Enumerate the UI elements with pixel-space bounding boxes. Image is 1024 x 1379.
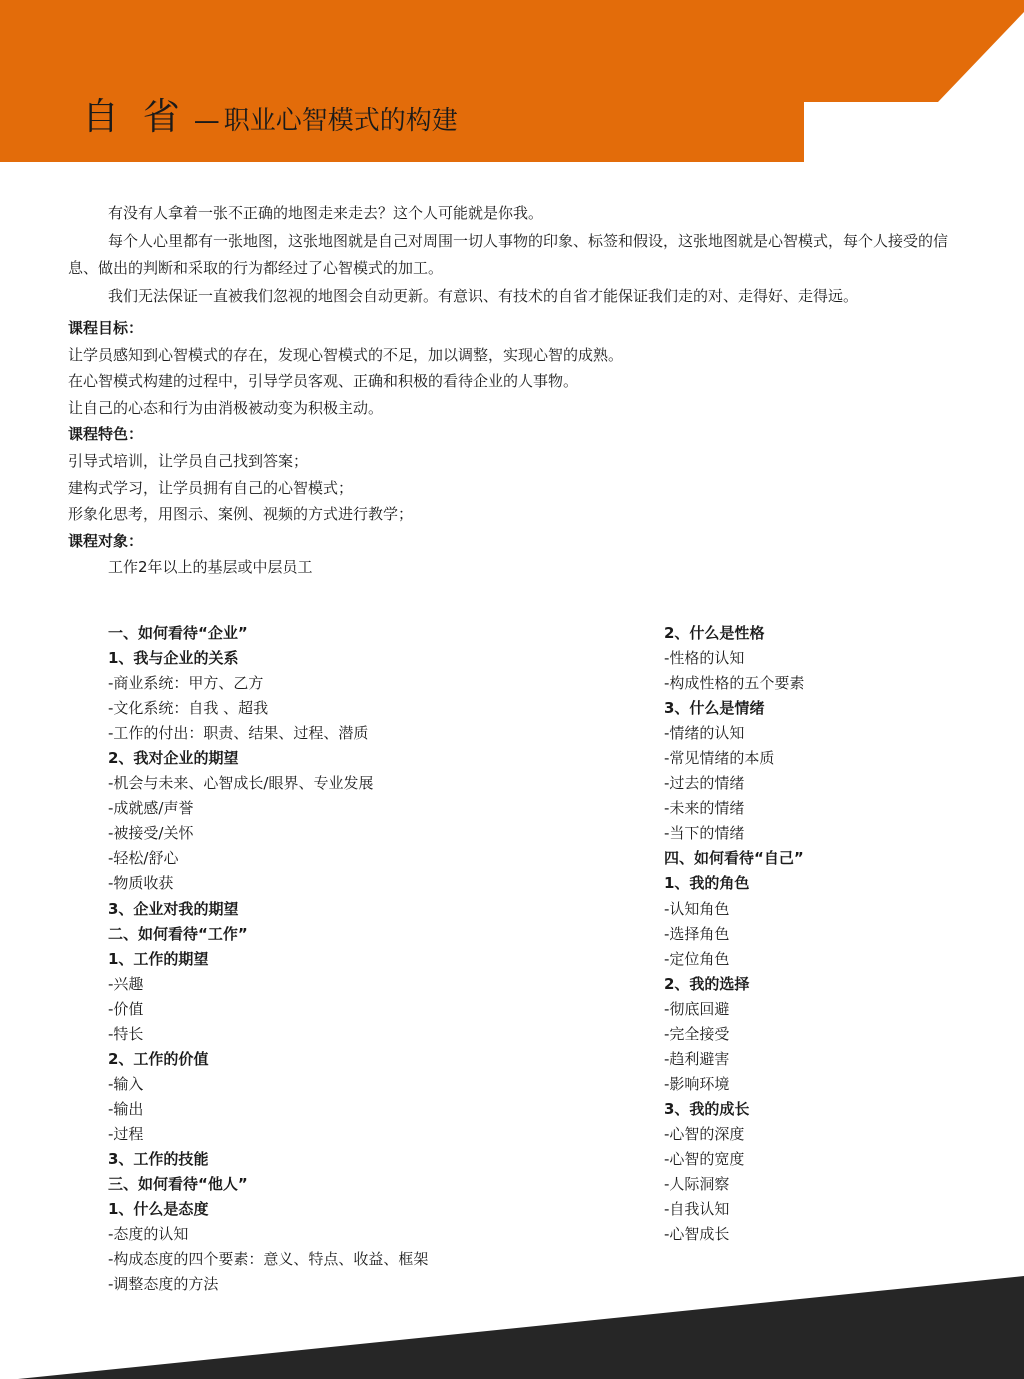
outline-heading: 3、我的成长 [664,1099,750,1118]
outline-item: -文化系统：自我 、超我 [108,699,269,718]
outline-item: -情绪的认知 [664,724,745,743]
feature-item: 引导式培训，让学员自己找到答案； [68,451,309,470]
outline-heading: 1、我与企业的关系 [108,649,239,668]
audience-text: 工作2年以上的基层或中层员工 [108,558,313,577]
outline-item: -成就感/声誉 [108,799,194,818]
outline-heading: 二、如何看待“工作” [108,924,248,943]
footer-band [0,1270,1024,1379]
outline-heading: 2、我的选择 [664,974,750,993]
outline-heading: 三、如何看待“他人” [108,1175,248,1194]
outline-heading: 四、如何看待“自己” [664,849,804,868]
intro-paragraph: 有没有人拿着一张不正确的地图走来走去？这个人可能就是你我。 [108,204,544,222]
outline-item: -物质收获 [108,874,174,893]
outline-heading: 1、我的角色 [664,874,750,893]
goal-item: 在心智模式构建的过程中，引导学员客观、正确和积极的看待企业的人事物。 [68,372,579,391]
course-info [68,315,953,581]
title-main: 自 省 [82,95,186,138]
outline-item: -价值 [108,999,144,1018]
outline-item: -兴趣 [108,974,144,993]
page-title [82,86,458,140]
outline-item: -常见情绪的本质 [664,749,775,768]
outline-heading: 1、工作的期望 [108,949,209,968]
outline-heading: 1、什么是态度 [108,1200,209,1219]
outline-item: -过程 [108,1124,144,1143]
outline-item: -定位角色 [664,949,730,968]
outline-item: -调整态度的方法 [108,1275,219,1294]
outline-item: -输出 [108,1099,144,1118]
outline-heading: 3、什么是情绪 [664,699,765,718]
outline-right-column [664,621,804,1247]
outline-item: -性格的认知 [664,649,745,668]
outline-item: -人际洞察 [664,1175,730,1194]
outline-item: -心智的宽度 [664,1149,745,1168]
outline-item: -心智的深度 [664,1124,745,1143]
intro-section [68,200,953,310]
outline-item: -构成态度的四个要素：意义、特点、收益、框架 [108,1250,429,1269]
outline-item: -趋利避害 [664,1049,730,1068]
outline-item: -构成性格的五个要素 [664,674,805,693]
outline-item: -态度的认知 [108,1225,189,1244]
outline-item: -工作的付出：职责、结果、过程、潜质 [108,724,369,743]
outline-item: -当下的情绪 [664,824,745,843]
outline-item: -自我认知 [664,1200,730,1219]
audience-heading: 课程对象： [68,531,144,550]
features-heading: 课程特色： [68,425,144,444]
outline-item: -商业系统：甲方、乙方 [108,674,264,693]
outline-item: -彻底回避 [664,999,730,1018]
outline-item: -完全接受 [664,1024,730,1043]
outline-heading: 一、如何看待“企业” [108,624,248,642]
outline-heading: 2、我对企业的期望 [108,749,239,768]
feature-item: 形象化思考，用图示、案例、视频的方式进行教学； [68,505,414,524]
outline-item: -特长 [108,1024,144,1043]
outline-heading: 3、工作的技能 [108,1149,209,1168]
outline-heading: 3、企业对我的期望 [108,899,239,918]
outline-item: -被接受/关怀 [108,824,194,843]
feature-item: 建构式学习，让学员拥有自己的心智模式； [68,478,354,497]
goal-item: 让自己的心态和行为由消极被动变为积极主动。 [68,398,384,417]
outline-item: -心智成长 [664,1225,730,1244]
goals-heading: 课程目标： [68,319,144,337]
outline-left-column [108,621,428,1297]
title-subtitle: 职业心智模式的构建 [223,106,458,136]
intro-paragraph: 我们无法保证一直被我们忽视的地图会自动更新。有意识、有技术的自省才能保证我们走的对、走得好、走得远。 [108,286,859,305]
outline-heading: 2、什么是性格 [664,624,765,642]
outline-item: -过去的情绪 [664,774,745,793]
outline-item: -机会与未来、心智成长/眼界、专业发展 [108,774,374,793]
outline-item: -轻松/舒心 [108,849,179,868]
outline-item: -影响环境 [664,1074,730,1093]
outline-item: -选择角色 [664,924,730,943]
outline-item: -输入 [108,1074,144,1093]
goal-item: 让学员感知到心智模式的存在，发现心智模式的不足，加以调整，实现心智的成熟。 [68,345,624,364]
footer-shape [0,1270,1024,1379]
outline-item: -认知角色 [664,899,730,918]
outline-heading: 2、工作的价值 [108,1049,209,1068]
title-dash: — [193,106,220,136]
intro-paragraph: 每个人心里都有一张地图，这张地图就是自己对周围一切人事物的印象、标签和假设，这张地图就是心智模式，每个人接受的信息、做出的判断和采取的行为都经过了心智模式的加工。 [68,231,949,277]
outline-item: -未来的情绪 [664,799,745,818]
